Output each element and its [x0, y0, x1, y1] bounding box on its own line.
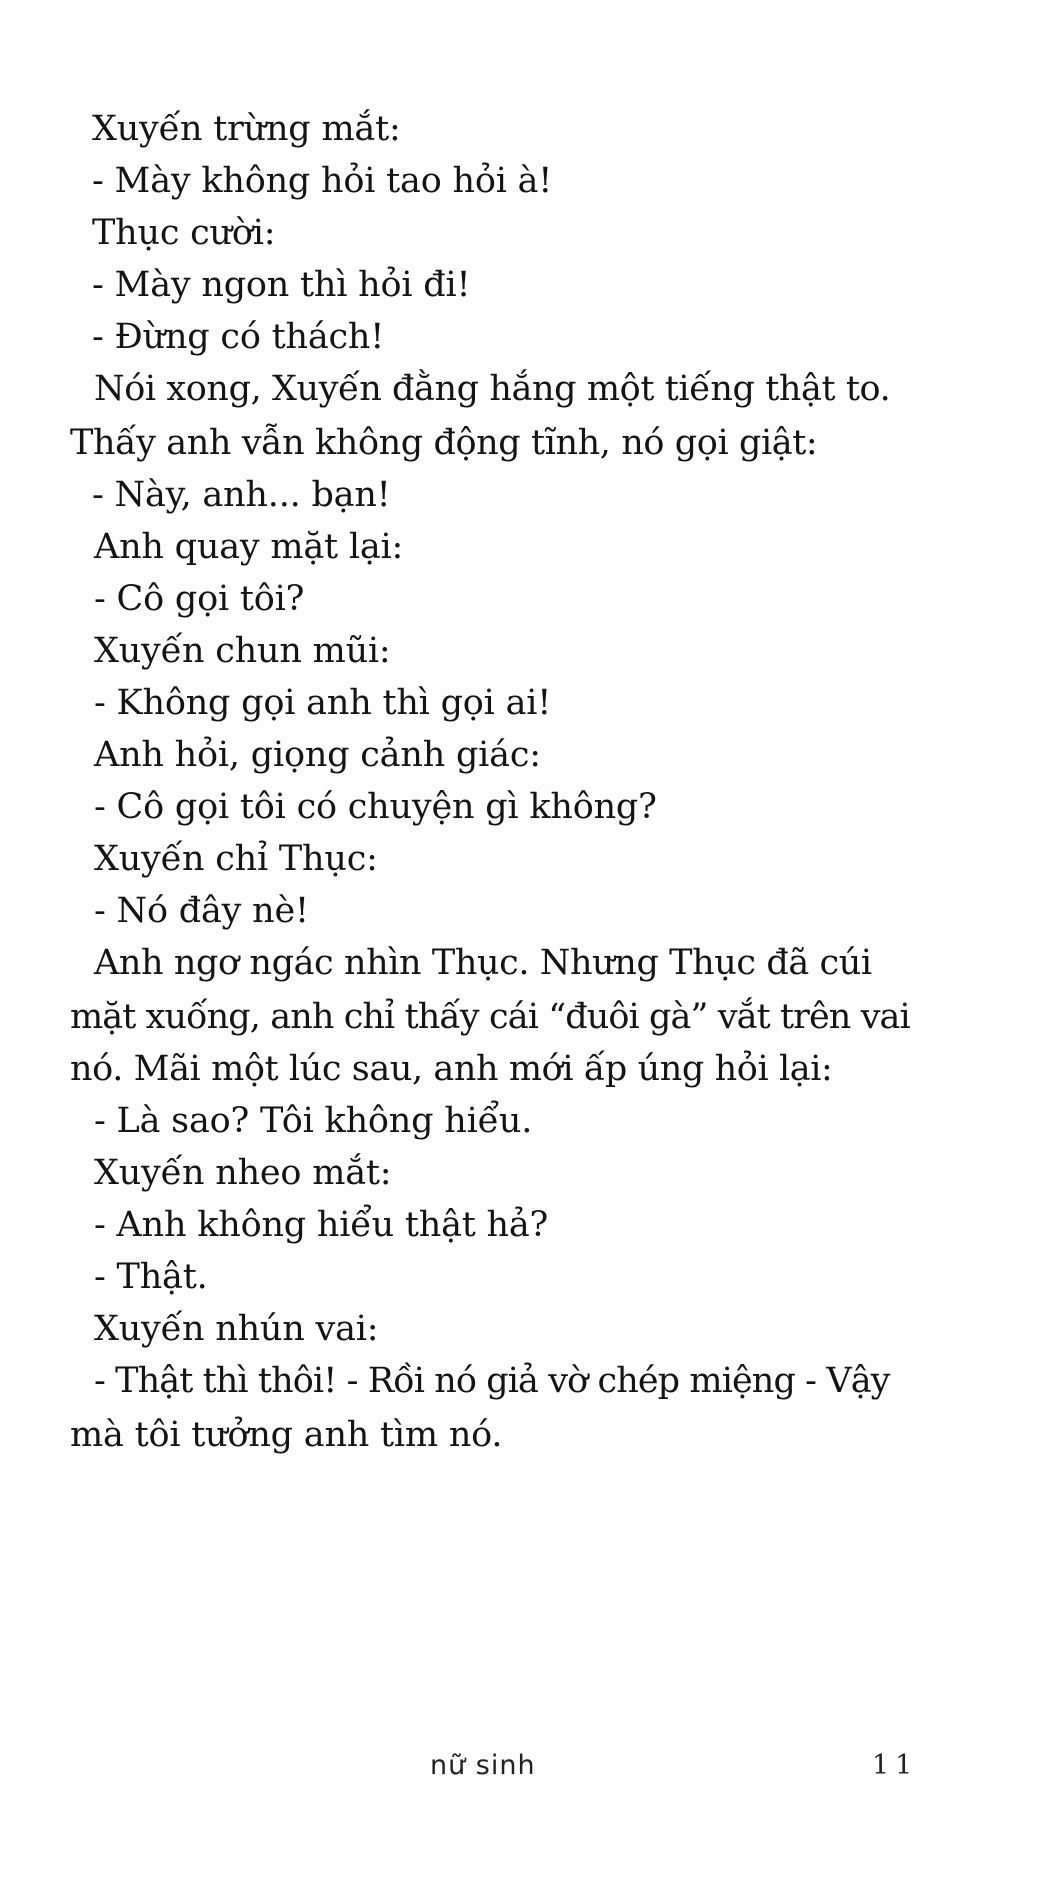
text-line: - Này, anh... bạn!	[92, 475, 391, 515]
text-line: Xuyến nhún vai:	[94, 1309, 379, 1349]
text-line: Xuyến trừng mắt:	[92, 109, 401, 149]
text-line: Thục cười:	[92, 213, 276, 253]
text-line: Xuyến chun mũi:	[94, 631, 391, 671]
text-line: - Anh không hiểu thật hả?	[94, 1205, 549, 1245]
text-line: Thấy anh vẫn không động tĩnh, nó gọi giật:	[70, 423, 818, 463]
text-line: - Nó đây nè!	[94, 891, 309, 931]
text-line: Anh hỏi, giọng cảnh giác:	[94, 735, 541, 775]
text-line: - Đừng có thách!	[92, 317, 385, 357]
text-line: mặt xuống, anh chỉ thấy cái “đuôi gà” vắt trên vai	[70, 997, 910, 1037]
text-line: - Mày không hỏi tao hỏi à!	[92, 161, 553, 201]
page-number: 11	[872, 1750, 919, 1781]
text-line: - Không gọi anh thì gọi ai!	[94, 683, 552, 723]
text-line: - Cô gọi tôi có chuyện gì không?	[94, 787, 657, 827]
text-line: Anh quay mặt lại:	[94, 527, 404, 567]
text-line: - Thật.	[94, 1257, 208, 1297]
text-line: - Thật thì thôi! - Rồi nó giả vờ chép miệng - Vậy	[94, 1361, 890, 1401]
text-line: Xuyến chỉ Thục:	[94, 839, 378, 879]
text-line: nó. Mãi một lúc sau, anh mới ấp úng hỏi lại:	[70, 1049, 833, 1089]
text-line: Xuyến nheo mắt:	[94, 1153, 392, 1193]
text-line: - Là sao? Tôi không hiểu.	[94, 1101, 533, 1141]
running-footer-title: nữ sinh	[430, 1750, 536, 1781]
text-line: Anh ngơ ngác nhìn Thục. Nhưng Thục đã cúi	[94, 943, 872, 983]
text-line: - Cô gọi tôi?	[94, 579, 305, 619]
text-line: mà tôi tưởng anh tìm nó.	[70, 1415, 503, 1455]
text-line: - Mày ngon thì hỏi đi!	[92, 265, 471, 305]
text-line: Nói xong, Xuyến đằng hắng một tiếng thật to.	[94, 369, 891, 409]
